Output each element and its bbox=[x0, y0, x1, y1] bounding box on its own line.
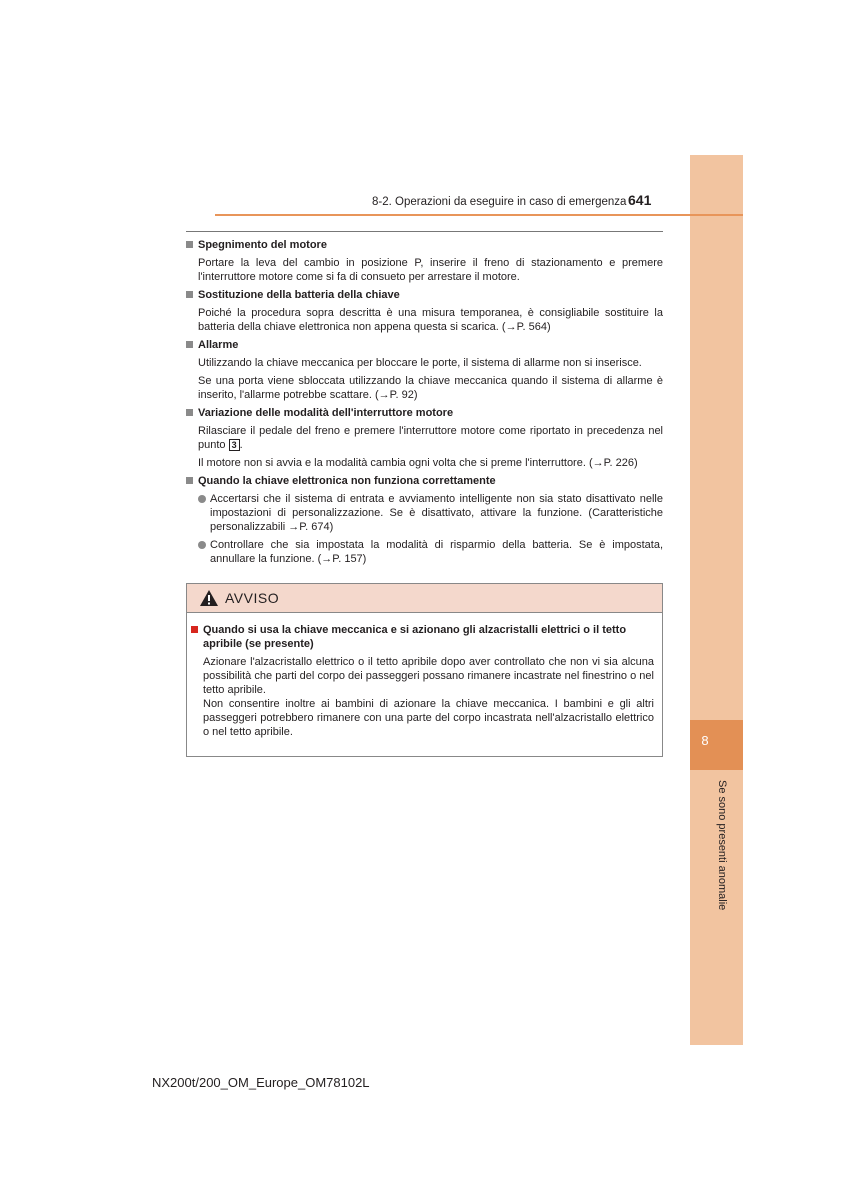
square-bullet-icon bbox=[186, 241, 193, 248]
header-divider bbox=[215, 214, 743, 216]
warning-triangle-icon bbox=[199, 589, 219, 607]
section-heading: Variazione delle modalità dell'interruttore motore bbox=[186, 406, 663, 420]
circle-bullet-icon bbox=[198, 541, 206, 549]
warning-heading: Quando si usa la chiave meccanica e si azionano gli alzacristalli elettrici o il tetto apribile (se presente) bbox=[191, 623, 654, 651]
warning-header bbox=[187, 584, 662, 613]
warning-paragraph: Non consentire inoltre ai bambini di azionare la chiave meccanica. I bambini e gli altri passeggeri potrebbero rimanere con una parte del corpo incastrata nell'alzacristallo elettrico o nel tetto apribile. bbox=[203, 698, 654, 738]
section-key-malfunction bbox=[186, 474, 663, 566]
paragraph: Se una porta viene sbloccata utilizzando la chiave meccanica quando il sistema di allarme è inserito, l'allarme potrebbe scattare. (→P. 92) bbox=[198, 375, 663, 401]
main-content bbox=[186, 238, 663, 570]
list-item: Accertarsi che il sistema di entrata e avviamento intelligente non sia stato disattivato nelle impostazioni di personalizzazione. Se è disattivato, attivare la funzione. (Caratteristiche personalizzabili →P. 674) bbox=[198, 492, 663, 534]
red-square-bullet-icon bbox=[191, 626, 198, 633]
paragraph: Portare la leva del cambio in posizione P, inserire il freno di stazionamento e premere l'interruttore motore come si fa di consueto per arrestare il motore. bbox=[198, 257, 663, 283]
square-bullet-icon bbox=[186, 409, 193, 416]
section-heading: Spegnimento del motore bbox=[186, 238, 663, 252]
step-reference-box: 3 bbox=[229, 439, 240, 451]
content-top-rule bbox=[186, 231, 663, 232]
footer-document-code: NX200t/200_OM_Europe_OM78102L bbox=[152, 1075, 370, 1090]
warning-box bbox=[186, 583, 663, 757]
square-bullet-icon bbox=[186, 341, 193, 348]
page-number: 641 bbox=[628, 192, 652, 208]
paragraph: Rilasciare il pedale del freno e premere l'interruttore motore come riportato in precedenza nel punto 3 . bbox=[198, 425, 663, 451]
section-switch-modes bbox=[186, 406, 663, 470]
square-bullet-icon bbox=[186, 291, 193, 298]
side-tab-number: 8 bbox=[701, 733, 709, 748]
side-tab-title: Se sono presenti anomalie bbox=[716, 780, 728, 911]
section-alarm bbox=[186, 338, 663, 402]
section-key-battery bbox=[186, 288, 663, 334]
header-section-title: 8-2. Operazioni da eseguire in caso di emergenza bbox=[372, 196, 627, 208]
side-tab-band bbox=[690, 155, 743, 1045]
warning-paragraph: Azionare l'alzacristallo elettrico o il tetto apribile dopo aver controllato che non vi sia alcuna possibilità che parti del corpo dei passeggeri possano rimanere incastrate nel finestrino o nel tetto apribile. bbox=[203, 656, 654, 696]
section-heading: Allarme bbox=[186, 338, 663, 352]
circle-bullet-icon bbox=[198, 495, 206, 503]
list-item: Controllare che sia impostata la modalità di risparmio della batteria. Se è impostata, annullare la funzione. (→P. 157) bbox=[198, 538, 663, 566]
paragraph: Poiché la procedura sopra descritta è una misura temporanea, è consigliabile sostituire la batteria della chiave elettronica non appena questa si scarica. (→P. 564) bbox=[198, 307, 663, 333]
square-bullet-icon bbox=[186, 477, 193, 484]
section-engine-off bbox=[186, 238, 663, 284]
paragraph: Utilizzando la chiave meccanica per bloccare le porte, il sistema di allarme non si inserisce. bbox=[198, 357, 642, 369]
paragraph: Il motore non si avvia e la modalità cambia ogni volta che si preme l'interruttore. (→P. 226) bbox=[198, 457, 638, 469]
section-heading: Quando la chiave elettronica non funziona correttamente bbox=[186, 474, 663, 488]
warning-body bbox=[187, 613, 662, 739]
warning-label: AVVISO bbox=[225, 590, 280, 606]
section-heading: Sostituzione della batteria della chiave bbox=[186, 288, 663, 302]
